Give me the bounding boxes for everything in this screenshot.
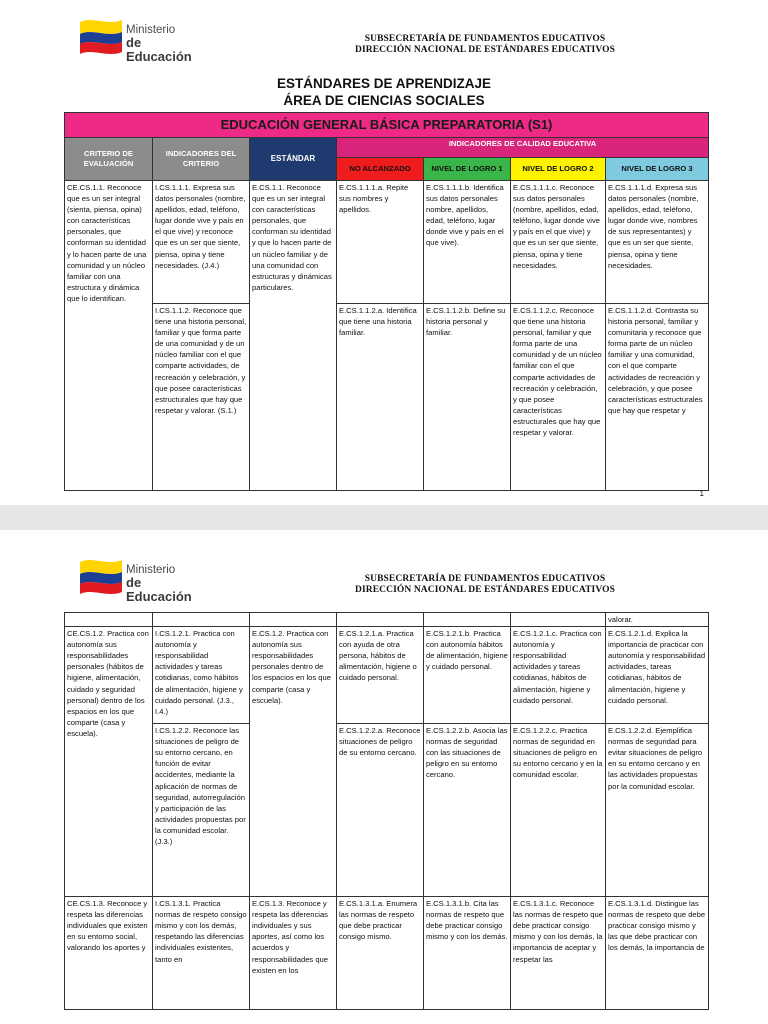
standards-table-page1	[64, 112, 709, 491]
logo-line2: de Educación	[126, 35, 192, 64]
logro3-cell: E.CS.1.1.1.d. Expresa sus datos personales (nombre, apellidos, edad, teléfono, lugar donde vive, nombres de sus representantes) y que es un ser que siente, piensa, opina y tiene necesidades.	[606, 181, 709, 304]
logro2-cell: E.CS.1.2.1.c. Practica con autonomía y responsabilidad actividades y tareas cotidianas, hábitos de alimentación, higiene y cuidado personal.	[511, 627, 606, 724]
ministry-logo	[78, 18, 208, 64]
table-row	[65, 304, 709, 491]
logro3-cell: E.CS.1.2.2.d. Ejemplifica normas de seguridad para evitar situaciones de peligro en su entorno cercano y en las actividades propuestas por la comunidad escolar.	[606, 724, 709, 897]
table-row	[65, 181, 709, 304]
no-alcanzado-cell: E.CS.1.1.1.a. Repite sus nombres y apellidos.	[337, 181, 424, 304]
estandar-cell: E.CS.1.2. Practica con autonomía sus responsabilidades personales dentro de los espacios en los que comparte (casa y escuela).	[250, 627, 337, 897]
direccion-line: DIRECCIÓN NACIONAL DE ESTÁNDARES EDUCATIVOS	[355, 45, 615, 55]
ecuador-flag-logo-icon	[78, 18, 124, 58]
col-header-logro1: NIVEL DE LOGRO 1	[424, 158, 511, 181]
col-header-logro3: NIVEL DE LOGRO 3	[606, 158, 709, 181]
page-separator	[0, 505, 768, 530]
col-header-logro2: NIVEL DE LOGRO 2	[511, 158, 606, 181]
no-alcanzado-cell: E.CS.1.2.2.a. Reconoce situaciones de peligro de su entorno cercano.	[337, 724, 424, 897]
logo-line1: Ministerio	[126, 24, 176, 36]
col-header-indicadores: INDICADORES DEL CRITERIO	[153, 138, 250, 181]
ecuador-flag-logo-icon	[78, 558, 124, 598]
continued-text: valorar.	[606, 613, 709, 627]
logo-line2: de Educación	[126, 575, 192, 604]
logro2-cell: E.CS.1.1.2.c. Reconoce que tiene una historia personal, familiar y que forma parte de una comunidad y de un núcleo familiar con el que comparte actividades de recreación y celebración, y que posee características estructurales que hay que respetar y valorar.	[511, 304, 606, 491]
indicador-cell: I.CS.1.1.1. Expresa sus datos personales (nombre, apellidos, edad, teléfono, lugar donde vive y país en el que vive) y reconoce que es un ser que siente, piensa, opina y tiene necesidades. (J.4.)	[153, 181, 250, 304]
col-header-calidad: INDICADORES DE CALIDAD EDUCATIVA	[337, 138, 709, 158]
estandar-cell: E.CS.1.3. Reconoce y respeta las diferencias individuales y sus aportes, así como los acuerdos y responsabilidades que existen en los	[250, 897, 337, 1010]
subsecretaria-line: SUBSECRETARÍA DE FUNDAMENTOS EDUCATIVOS	[364, 34, 606, 44]
indicador-cell: I.CS.1.1.2. Reconoce que tiene una historia personal, familiar y que forma parte de una comunidad y de un núcleo familiar con el que comparte actividades, de recreación y celebración, y que posee características estructurales que hay que respetar y valorar. (S.1.)	[153, 304, 250, 491]
header-subtitle	[330, 574, 640, 596]
criterio-cell: CE.CS.1.1. Reconoce que es un ser integral (sienta, piensa, opina) con características personales, que conforman su identidad y lo hacen parte de una comunidad y un núcleo familiar con una estructura y dinámica que lo identifican.	[65, 181, 153, 491]
ministry-logo	[78, 558, 208, 604]
direccion-line: DIRECCIÓN NACIONAL DE ESTÁNDARES EDUCATIVOS	[355, 585, 615, 595]
criterio-cell: CE.CS.1.3. Reconoce y respeta las diferencias individuales que existen en su entorno social, valorando los aportes y	[65, 897, 153, 1010]
estandar-cell: E.CS.1.1. Reconoce que es un ser integral con características personales, que conforman su identidad y que lo hacen parte de un núcleo familiar y de una comunidad con estructuras y dinámicas particulares.	[250, 181, 337, 491]
document-page-2	[0, 530, 768, 1024]
no-alcanzado-cell: E.CS.1.1.2.a. Identifica que tiene una historia familiar.	[337, 304, 424, 491]
logro1-cell: E.CS.1.2.1.b. Practica con autonomía hábitos de alimentación, higiene y cuidado personal.	[424, 627, 511, 724]
continued-row	[65, 613, 709, 627]
no-alcanzado-cell: E.CS.1.2.1.a. Practica con ayuda de otra persona, hábitos de alimentación, higiene o cuidado personal.	[337, 627, 424, 724]
logro3-cell: E.CS.1.3.1.d. Distingue las normas de respeto que debe practicar consigo mismo y las que debe practicar con los demás, la importancia de	[606, 897, 709, 1010]
logro2-cell: E.CS.1.3.1.c. Reconoce las normas de respeto que debe practicar consigo mismo y con los demás, la importancia de aceptar y respetar las	[511, 897, 606, 1010]
standards-table-page2	[64, 612, 709, 1010]
logro3-cell: E.CS.1.1.2.d. Contrasta su historia personal, familiar y comunitaria y reconoce que forma parte de un núcleo familiar y una comunidad, con el que comparte actividades de recreación y celebración, y que posee características estructurales que hay que respetar y	[606, 304, 709, 491]
table-row	[65, 724, 709, 897]
logro1-cell: E.CS.1.2.2.b. Asocia las normas de seguridad con las situaciones de peligro en su entorno cercano.	[424, 724, 511, 897]
subsecretaria-line: SUBSECRETARÍA DE FUNDAMENTOS EDUCATIVOS	[364, 574, 606, 584]
logro1-cell: E.CS.1.1.2.b. Define su historia personal y familiar.	[424, 304, 511, 491]
table-row	[65, 897, 709, 1010]
logro1-cell: E.CS.1.1.1.b. Identifica sus datos personales nombre, apellidos, edad, teléfono, lugar donde vive y país en el que vive).	[424, 181, 511, 304]
logo-line1: Ministerio	[126, 564, 176, 576]
criterio-cell: CE.CS.1.2. Practica con autonomía sus responsabilidades personales (hábitos de higiene, alimentación, cuidado y seguridad personal) dentro de los espacios en los que comparte (casa y escuela).	[65, 627, 153, 897]
no-alcanzado-cell: E.CS.1.3.1.a. Enumera las normas de respeto que debe practicar consigo mismo.	[337, 897, 424, 1010]
logro1-cell: E.CS.1.3.1.b. Cita las normas de respeto que debe practicar consigo mismo y con los demás.	[424, 897, 511, 1010]
indicador-cell: I.CS.1.2.1. Practica con autonomía y responsabilidad actividades y tareas cotidianas, como hábitos de alimentación, higiene y cuidado personal. (J.3., I.4.)	[153, 627, 250, 724]
table-row	[65, 627, 709, 724]
indicador-cell: I.CS.1.2.2. Reconoce las situaciones de peligro de su entorno cercano, en función de evitar accidentes, mediante la aplicación de normas de seguridad, autorregulación y participación de las actividades propuestas por la comunidad escolar. (J.3.)	[153, 724, 250, 897]
document-page-1	[0, 0, 768, 505]
indicador-cell: I.CS.1.3.1. Practica normas de respeto consigo mismo y con los demás, respetando las diferencias individuales existentes, tanto en	[153, 897, 250, 1010]
col-header-criterio: CRITERIO DE EVALUACIÓN	[65, 138, 153, 181]
header-subtitle	[330, 34, 640, 56]
logro2-cell: E.CS.1.1.1.c. Reconoce sus datos personales (nombre, apellidos, edad, teléfono, lugar donde vive y país en el que vive) y que es un ser que siente, piensa, opina y tiene necesidades.	[511, 181, 606, 304]
col-header-estandar: ESTÁNDAR	[250, 138, 337, 181]
col-header-no-alcanzado: NO ALCANZADO	[337, 158, 424, 181]
document-title: ESTÁNDARES DE APRENDIZAJE	[276, 76, 492, 91]
page-number: 1	[699, 489, 704, 498]
document-subtitle: ÁREA DE CIENCIAS SOCIALES	[283, 93, 485, 108]
logro3-cell: E.CS.1.2.1.d. Explica la importancia de practicar con autonomía y responsabilidad actividades, tareas cotidianas, hábitos de alimentación, higiene y cuidado personal.	[606, 627, 709, 724]
section-band-title: EDUCACIÓN GENERAL BÁSICA PREPARATORIA (S1)	[65, 113, 709, 138]
logro2-cell: E.CS.1.2.2.c. Practica normas de seguridad en situaciones de peligro en su entorno cercano y en la comunidad escolar.	[511, 724, 606, 897]
